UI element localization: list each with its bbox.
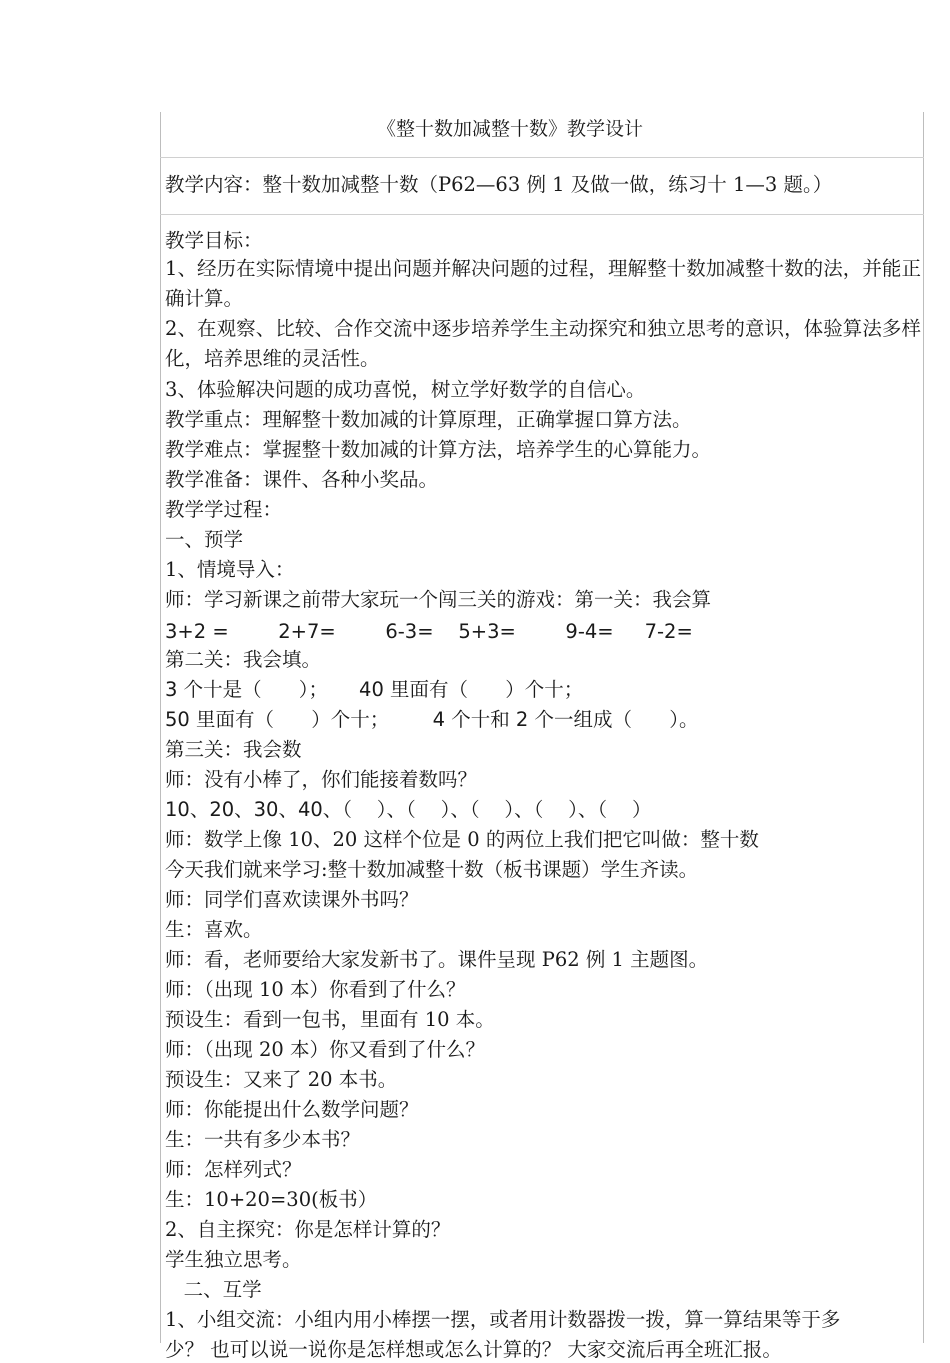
section-1: 一、预学 [165,528,244,551]
student-line: 生：一共有多少本书？ [165,1128,361,1151]
student-line: 预设生：看到一包书，里面有 10 本。 [165,1008,495,1031]
step-3-continued: 少？ 也可以说一说你是怎样想或怎么计算的？ 大家交流后再全班汇报。 [165,1338,782,1361]
text-line: 今天我们就来学习:整十数加减整十数（板书课题）学生齐读。 [165,858,699,881]
teacher-line: 师：你能提出什么数学问题？ [165,1098,419,1121]
student-line: 生：喜欢。 [165,918,263,941]
teacher-line: 师：学习新课之前带大家玩一个闯三关的游戏：第一关：我会算 [165,588,712,611]
teacher-line: 师：（出现 20 本）你又看到了什么？ [165,1038,485,1061]
document-title: 《整十数加减整十数》教学设计 [376,118,643,140]
teacher-line: 师：同学们喜欢读课外书吗？ [165,888,419,911]
calc-line: 3+2 = 2+7= 6-3= 5+3= 9-4= 7-2= [165,620,693,643]
difficulty: 教学难点：掌握整十数加减的计算方法，培养学生的心算能力。 [165,438,712,461]
content-line: 教学内容：整十数加减整十数（P62—63 例 1 及做一做，练习十 1—3 题。） [165,173,833,196]
text-line: 学生独立思考。 [165,1248,302,1271]
table-left-border [160,112,161,1343]
step-1: 1、情境导入： [165,558,295,581]
key-point: 教学重点：理解整十数加减的计算原理，正确掌握口算方法。 [165,408,692,431]
process-heading: 教学学过程： [165,498,283,521]
step-3: 1、小组交流：小组内用小棒摆一摆，或者用计数器拨一拨，算一算结果等于多 [165,1308,841,1331]
table-right-border [923,112,924,1343]
goal-2: 2、在观察、比较、合作交流中逐步培养学生主动探究和独立思考的意识，体验算法多样化，培养思维的灵活性。 [165,317,921,370]
teacher-line: 师：看，老师要给大家发新书了。课件呈现 P62 例 1 主题图。 [165,948,709,971]
level-2: 第二关：我会填。 [165,648,322,671]
preparation: 教学准备：课件、各种小奖品。 [165,468,439,491]
goal-1: 1、经历在实际情境中提出问题并解决问题的过程，理解整十数加减整十数的法，并能正确计算。 [165,257,921,310]
teacher-line: 师：没有小棒了，你们能接着数吗？ [165,768,478,791]
fill-line: 50 里面有（ ）个十； 4 个十和 2 个一组成（ ）。 [165,708,699,731]
table-divider [160,157,924,158]
teacher-line: 师：数学上像 10、20 这样个位是 0 的两位上我们把它叫做：整十数 [165,828,759,851]
teacher-line: 师：（出现 10 本）你看到了什么？ [165,978,466,1001]
student-line: 生：10+20=30(板书） [165,1188,378,1211]
goal-3: 3、体验解决问题的成功喜悦，树立学好数学的自信心。 [165,378,646,401]
fill-line: 3 个十是（ ）； 40 里面有（ ）个十； [165,678,584,701]
goals-heading: 教学目标： [165,229,263,252]
section-2: 二、互学 [165,1278,262,1301]
count-line: 10、20、30、40、（ ）、（ ）、（ ）、（ ）、（ ） [165,798,652,821]
level-3: 第三关：我会数 [165,738,302,761]
table-divider [160,214,924,215]
teacher-line: 师：怎样列式？ [165,1158,302,1181]
step-2: 2、自主探究：你是怎样计算的？ [165,1218,451,1241]
student-line: 预设生：又来了 20 本书。 [165,1068,398,1091]
